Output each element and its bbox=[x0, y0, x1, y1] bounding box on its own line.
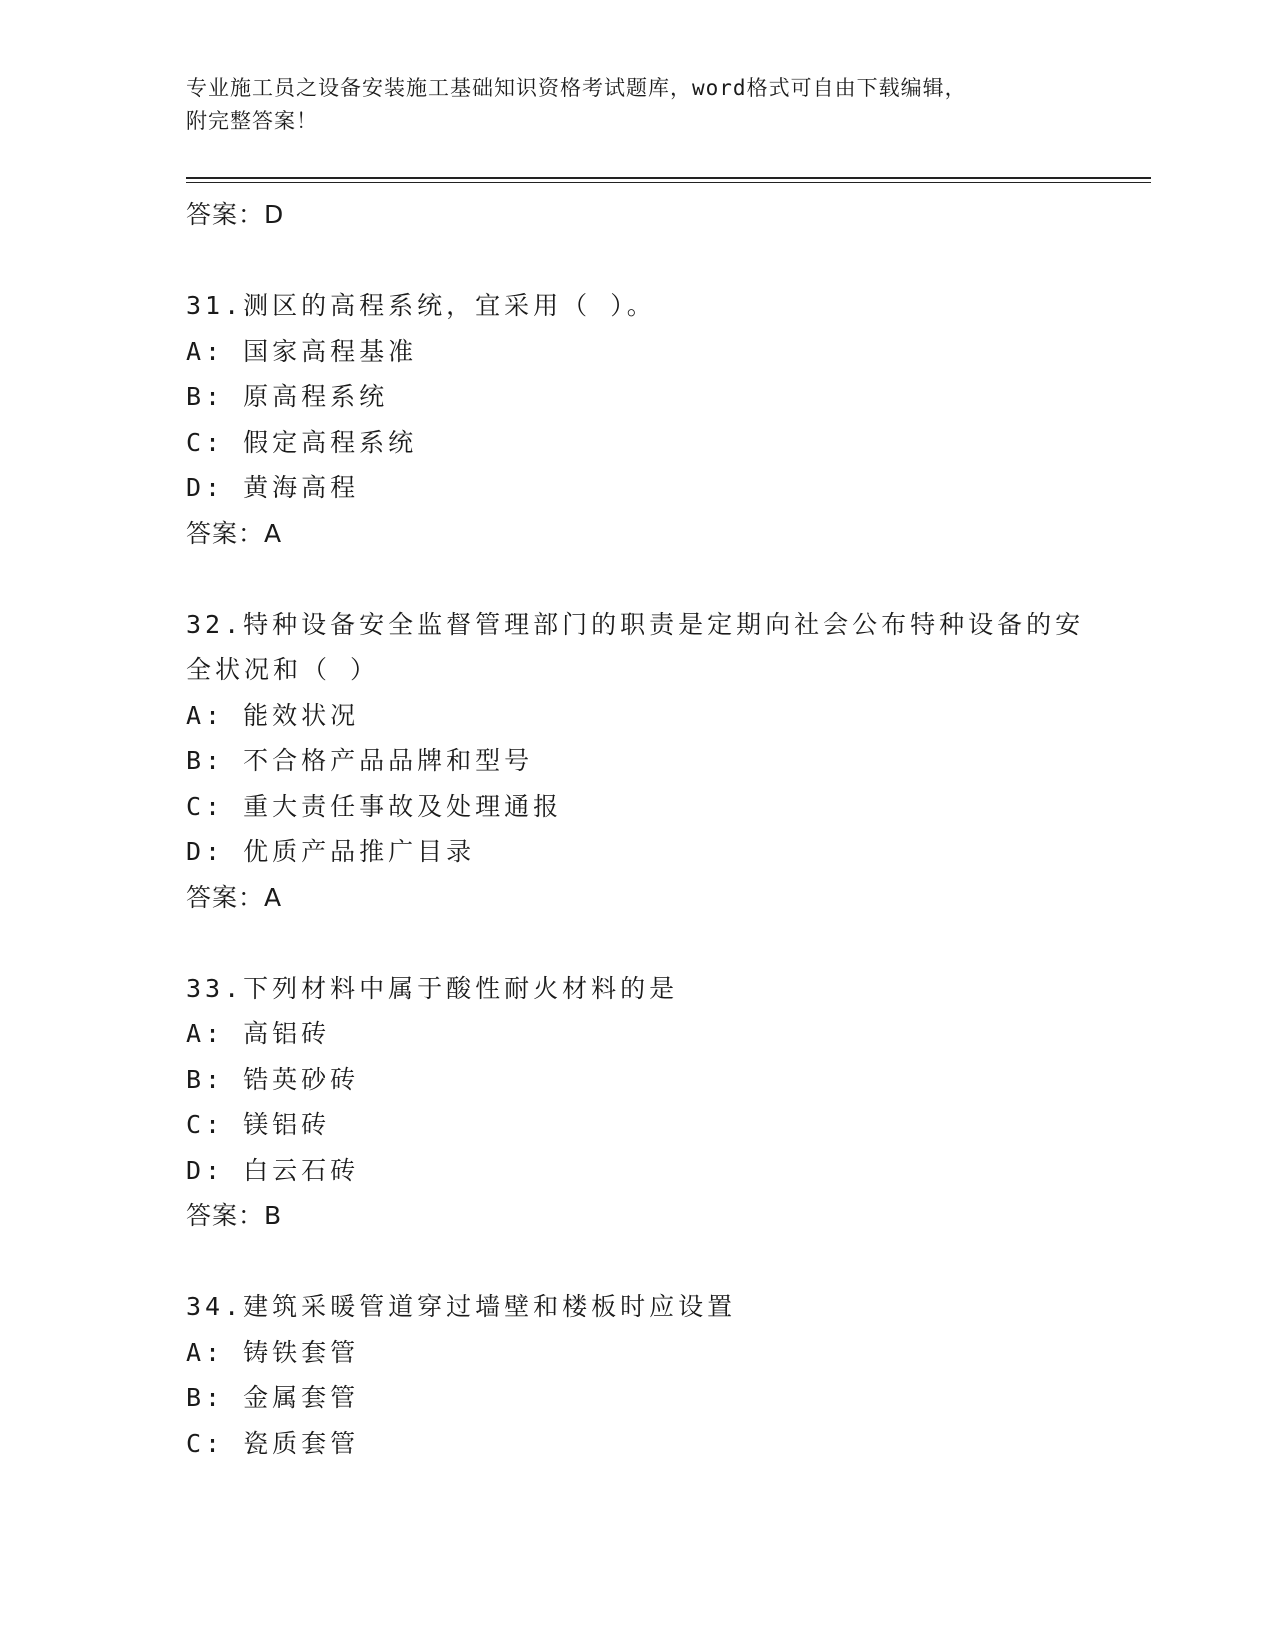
question-32 bbox=[186, 602, 1086, 921]
question-34 bbox=[186, 1284, 1086, 1466]
spacer bbox=[186, 238, 1086, 284]
answer-label: 答案： bbox=[186, 518, 265, 548]
option-b: B: 不合格产品品牌和型号 bbox=[186, 746, 534, 775]
answer-line bbox=[186, 192, 1086, 238]
option-a: A: 高铝砖 bbox=[186, 1019, 331, 1048]
option-c: C: 镁铝砖 bbox=[186, 1110, 331, 1139]
answer-value: D bbox=[264, 200, 285, 229]
question-stem: 34.建筑采暖管道穿过墙壁和楼板时应设置 bbox=[186, 1292, 737, 1321]
answer-value: A bbox=[264, 882, 283, 912]
document-header bbox=[186, 72, 1086, 138]
spacer bbox=[186, 556, 1086, 602]
option-a: A: 国家高程基准 bbox=[186, 336, 418, 366]
option-b: B: 金属套管 bbox=[186, 1383, 360, 1412]
answer-line bbox=[186, 511, 1086, 557]
question-stem-line-2: 全状况和（ ） bbox=[186, 655, 380, 684]
question-stem: 31.测区的高程系统，宜采用（ ）。 bbox=[186, 291, 656, 320]
answer-label: 答案： bbox=[186, 882, 265, 912]
option-d: D: 优质产品推广目录 bbox=[186, 837, 476, 866]
question-31 bbox=[186, 283, 1086, 556]
header-divider bbox=[186, 177, 1151, 179]
option-b: B: 原高程系统 bbox=[186, 382, 389, 411]
option-a: A: 能效状况 bbox=[186, 700, 360, 730]
header-divider-thin bbox=[186, 182, 1151, 183]
option-d: D: 黄海高程 bbox=[186, 473, 360, 502]
answer-line bbox=[186, 1193, 1086, 1239]
answer-value: A bbox=[264, 518, 283, 548]
question-33 bbox=[186, 966, 1086, 1239]
answer-value: B bbox=[264, 1201, 283, 1230]
spacer bbox=[186, 920, 1086, 966]
header-line-2: 附完整答案！ bbox=[186, 109, 318, 133]
option-a: A: 铸铁套管 bbox=[186, 1337, 360, 1367]
option-c: C: 瓷质套管 bbox=[186, 1428, 360, 1458]
header-line-1: 专业施工员之设备安装施工基础知识资格考试题库，word格式可自由下载编辑， bbox=[186, 76, 967, 100]
answer-line bbox=[186, 875, 1086, 921]
option-d: D: 白云石砖 bbox=[186, 1155, 360, 1185]
answer-label: 答案： bbox=[186, 200, 265, 229]
question-content bbox=[186, 192, 1086, 1466]
option-c: C: 重大责任事故及处理通报 bbox=[186, 791, 563, 821]
option-c: C: 假定高程系统 bbox=[186, 427, 418, 457]
option-b: B: 锆英砂砖 bbox=[186, 1064, 360, 1094]
answer-label: 答案： bbox=[186, 1201, 265, 1230]
question-stem: 33.下列材料中属于酸性耐火材料的是 bbox=[186, 973, 679, 1003]
spacer bbox=[186, 1239, 1086, 1285]
question-stem-line-1: 32.特种设备安全监督管理部门的职责是定期向社会公布特种设备的安 bbox=[186, 609, 1085, 639]
